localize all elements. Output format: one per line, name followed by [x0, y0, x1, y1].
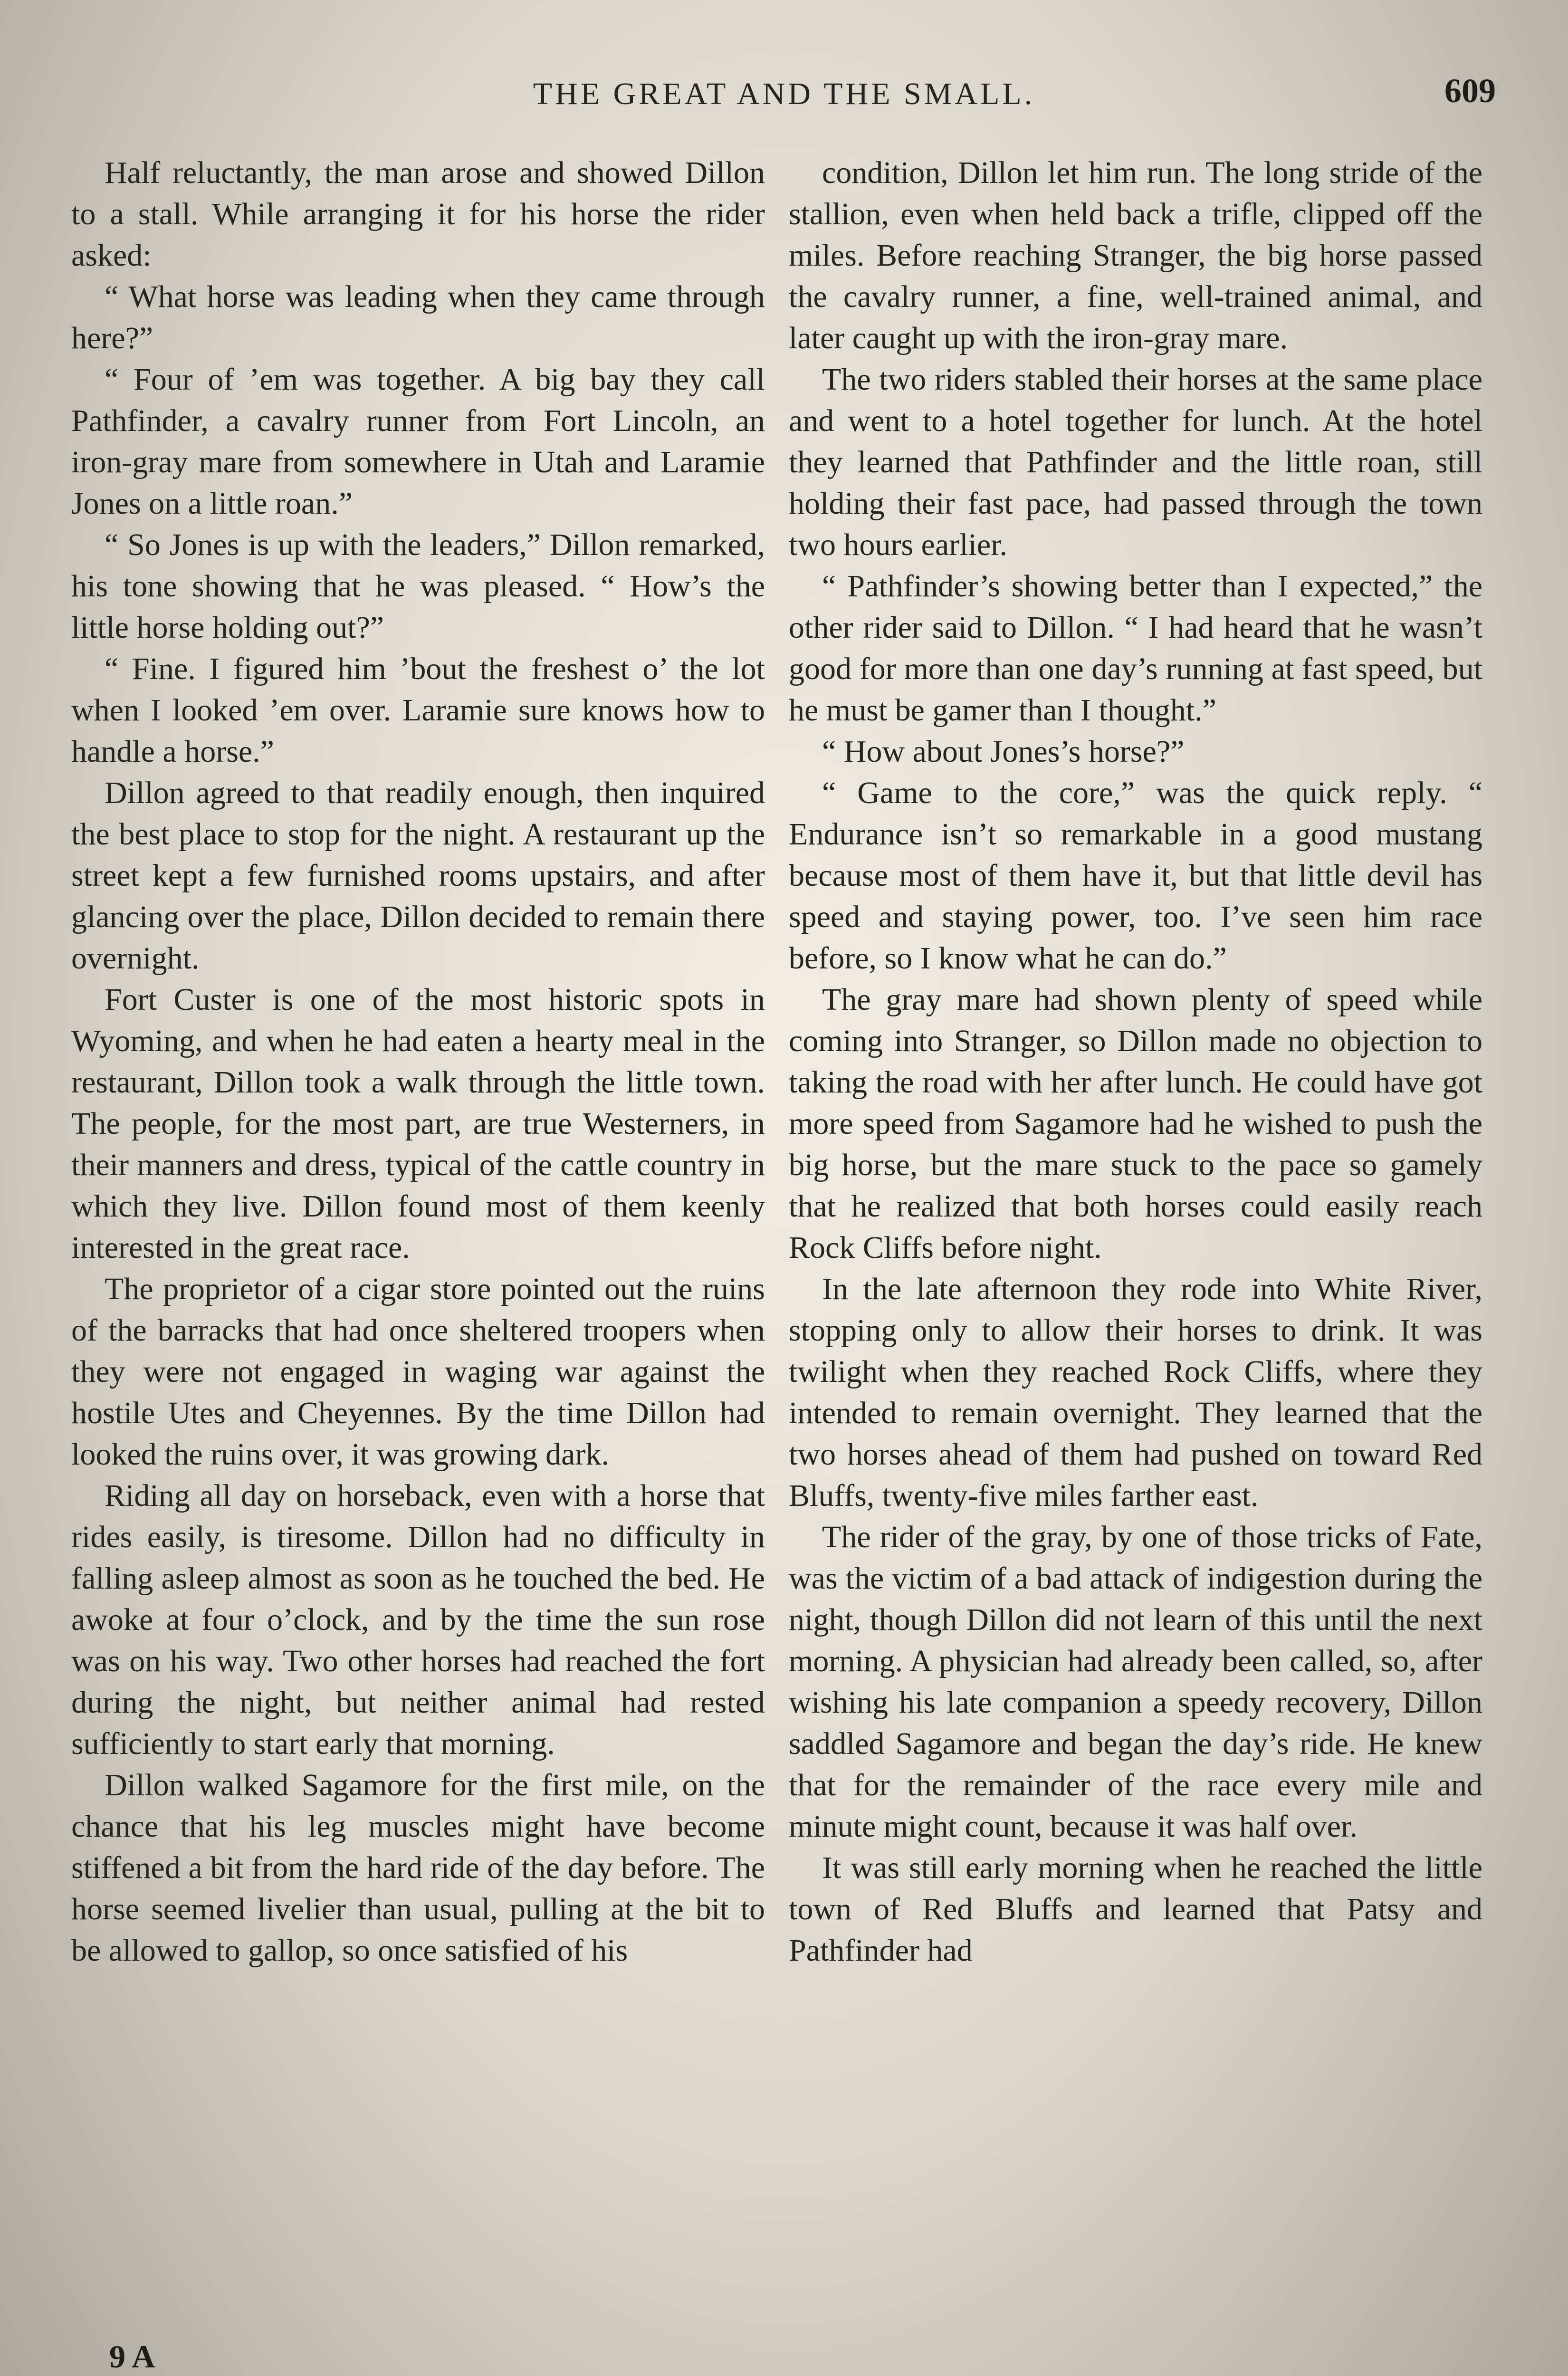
- paragraph: Riding all day on horseback, even with a horse that rides easily, is tiresome. Dillon had no difficulty in falling asleep almost as soon as he touched the bed. He awoke at four o’clock, and by the time the sun rose was on his way. Two other horses had reached the fort during the night, but neither animal had rested sufficiently to start early that morning.: [71, 1478, 765, 1761]
- left-column: [71, 152, 765, 1971]
- paragraph: “ Four of ’em was together. A big bay they call Pathfinder, a cavalry runner from Fort Lincoln, an iron-gray mare from somewhere in Utah and Laramie Jones on a little roan.”: [71, 362, 765, 521]
- paragraph: It was still early morning when he reached the little town of Red Bluffs and learned that Patsy and Pathfinder had: [789, 1850, 1482, 1968]
- page-number: 609: [1444, 72, 1496, 110]
- paragraph: Dillon agreed to that readily enough, then inquired the best place to stop for the night. A restaurant up the street kept a few furnished rooms upstairs, and after glancing over the place, Dillon decided to remain there overnight.: [71, 776, 765, 976]
- paragraph: “ Fine. I figured him ’bout the freshest o’ the lot when I looked ’em over. Laramie sure knows how to handle a horse.”: [71, 651, 765, 769]
- paragraph: The two riders stabled their horses at the same place and went to a hotel together for lunch. At the hotel they learned that Pathfinder and the little roan, still holding their fast pace, had passed through the town two hours earlier.: [789, 362, 1482, 562]
- signature-mark: 9 A: [109, 2338, 155, 2375]
- paragraph: condition, Dillon let him run. The long stride of the stallion, even when held back a trifle, clipped off the miles. Before reaching Stranger, the big horse passed the cavalry runner, a fine, well-trained animal, and later caught up with the iron-gray mare.: [789, 155, 1482, 355]
- paragraph: Half reluctantly, the man arose and showed Dillon to a stall. While arranging it for his horse the rider asked:: [71, 155, 765, 273]
- paragraph: “ Pathfinder’s showing better than I expected,” the other rider said to Dillon. “ I had heard that he wasn’t good for more than one day’s running at fast speed, but he must be gamer than I thought.”: [789, 569, 1482, 728]
- running-head: THE GREAT AND THE SMALL.: [533, 77, 1035, 111]
- paragraph: In the late afternoon they rode into White River, stopping only to allow their horses to drink. It was twilight when they reached Rock Cliffs, where they intended to remain overnight. They learned that the two horses ahead of them had pushed on toward Red Bluffs, twenty-five miles farther east.: [789, 1272, 1482, 1513]
- paragraph: “ Game to the core,” was the quick reply. “ Endurance isn’t so remarkable in a good mustang because most of them have it, but that little devil has speed and staying power, too. I’ve seen him race before, so I know what he can do.”: [789, 776, 1482, 976]
- paragraph: Dillon walked Sagamore for the first mile, on the chance that his leg muscles might have become stiffened a bit from the hard ride of the day before. The horse seemed livelier than usual, pulling at the bit to be allowed to gallop, so once satisfied of his: [71, 1768, 765, 1968]
- paragraph: The gray mare had shown plenty of speed while coming into Stranger, so Dillon made no objection to taking the road with her after lunch. He could have got more speed from Sagamore had he wished to push the big horse, but the mare stuck to the pace so gamely that he realized that both horses could easily reach Rock Cliffs before night.: [789, 982, 1482, 1265]
- right-column: [789, 152, 1482, 1971]
- paragraph: “ So Jones is up with the leaders,” Dillon remarked, his tone showing that he was pleased. “ How’s the little horse holding out?”: [71, 527, 765, 645]
- paragraph: “ How about Jones’s horse?”: [822, 734, 1185, 769]
- paragraph: The proprietor of a cigar store pointed out the ruins of the barracks that had once sheltered troopers when they were not engaged in waging war against the hostile Utes and Cheyennes. By the time Dillon had looked the ruins over, it was growing dark.: [71, 1272, 765, 1472]
- paragraph: “ What horse was leading when they came through here?”: [71, 279, 765, 355]
- paragraph: The rider of the gray, by one of those tricks of Fate, was the victim of a bad attack of indigestion during the night, though Dillon did not learn of this until the next morning. A physician had already been called, so, after wishing his late companion a speedy recovery, Dillon saddled Sagamore and began the day’s ride. He knew that for the remainder of the race every mile and minute might count, because it was half over.: [789, 1520, 1482, 1844]
- paragraph: Fort Custer is one of the most historic spots in Wyoming, and when he had eaten a hearty meal in the restaurant, Dillon took a walk through the little town. The people, for the most part, are true Westerners, in their manners and dress, typical of the cattle country in which they live. Dillon found most of them keenly interested in the great race.: [71, 982, 765, 1265]
